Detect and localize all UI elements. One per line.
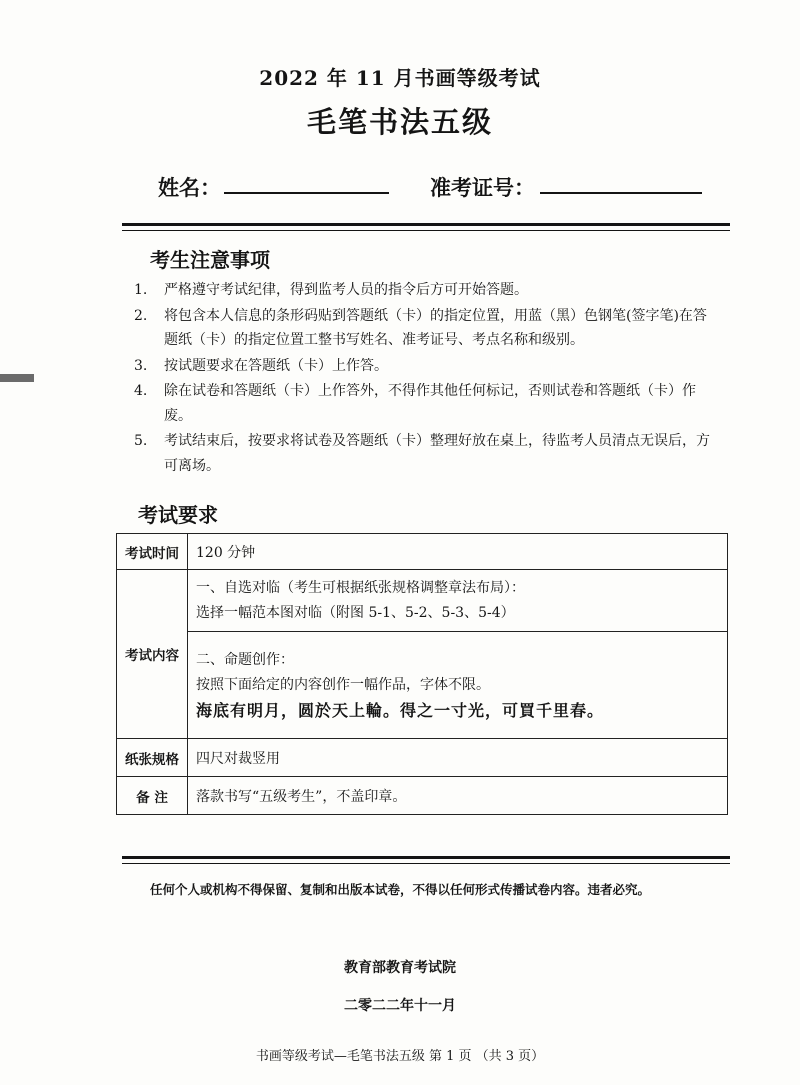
subject-title: 毛笔书法五级 — [306, 105, 493, 139]
table-row — [117, 534, 728, 570]
exam-title: 2022 年 11 月书画等级考试 — [259, 66, 541, 90]
issuer: 教育部教育考试院 — [344, 960, 456, 976]
note-text: 严格遵守考试纪律，得到监考人员的指令后方可开始答题。 — [164, 282, 528, 298]
remarks-label: 备 注 — [117, 777, 188, 815]
requirements-heading: 考试要求 — [138, 503, 218, 527]
note-number: 5. — [134, 433, 148, 449]
note-text: 将包含本人信息的条形码贴到答题纸（卡）的指定位置，用蓝（黑）色钢笔(签字笔)在答题纸（卡）的指定位置工整书写姓名、准考证号、考点名称和级别。 — [164, 307, 707, 348]
copyright-notice: 任何个人或机构不得保留、复制和出版本试卷，不得以任何形式传播试卷内容。违者必究。 — [149, 882, 650, 897]
page-footer: 书画等级考试—毛笔书法五级 第 1 页 （共 3 页） — [255, 1049, 545, 1064]
paper-value: 四尺对裁竖用 — [188, 739, 728, 777]
table-row — [117, 777, 728, 815]
binding-mark — [0, 374, 34, 382]
note-text: 按试题要求在答题纸（卡）上作答。 — [164, 357, 388, 374]
part1-title: 一、自选对临（考生可根据纸张规格调整章法布局）： — [196, 579, 525, 596]
notes-list — [134, 278, 714, 479]
table-row — [117, 632, 728, 739]
note-item — [134, 304, 714, 353]
time-value: 120 分钟 — [188, 534, 728, 570]
part2-cell — [188, 632, 728, 739]
note-item — [134, 429, 714, 478]
issue-date: 二零二二年十一月 — [344, 998, 456, 1014]
note-number: 4. — [134, 383, 148, 399]
note-item — [134, 278, 714, 303]
bottom-divider — [122, 856, 730, 864]
part1-cell — [188, 570, 728, 632]
content-label: 考试内容 — [117, 570, 188, 739]
notes-heading: 考生注意事项 — [150, 248, 270, 272]
part2-title: 二、命题创作： — [196, 651, 294, 668]
admission-number-label: 准考证号： — [430, 176, 535, 200]
part1-description: 选择一幅范本图对临（附图 5-1、5-2、5-3、5-4） — [196, 604, 515, 621]
remarks-value: 落款书写“五级考生”，不盖印章。 — [188, 777, 728, 815]
note-number: 1. — [134, 282, 148, 298]
table-row — [117, 739, 728, 777]
note-number: 2. — [134, 307, 148, 324]
admission-number-field[interactable] — [540, 192, 702, 194]
note-text: 考试结束后，按要求将试卷及答题纸（卡）整理好放在桌上，待监考人员清点无误后，方可离场。 — [164, 433, 710, 474]
paper-label: 纸张规格 — [117, 739, 188, 777]
note-number: 3. — [134, 357, 148, 374]
name-field[interactable] — [224, 192, 389, 194]
note-text: 除在试卷和答题纸（卡）上作答外，不得作其他任何标记，否则试卷和答题纸（卡）作废。 — [164, 383, 696, 424]
part2-description: 按照下面给定的内容创作一幅作品，字体不限。 — [196, 676, 490, 693]
time-label: 考试时间 — [117, 534, 188, 570]
table-row — [117, 570, 728, 632]
note-item — [134, 379, 714, 428]
part2-poem: 海底有明月，圆於天上輪。得之一寸光，可買千里春。 — [196, 700, 605, 720]
note-item — [134, 354, 714, 379]
name-label: 姓名： — [158, 176, 221, 200]
top-divider — [122, 223, 730, 231]
requirements-table — [116, 533, 728, 815]
